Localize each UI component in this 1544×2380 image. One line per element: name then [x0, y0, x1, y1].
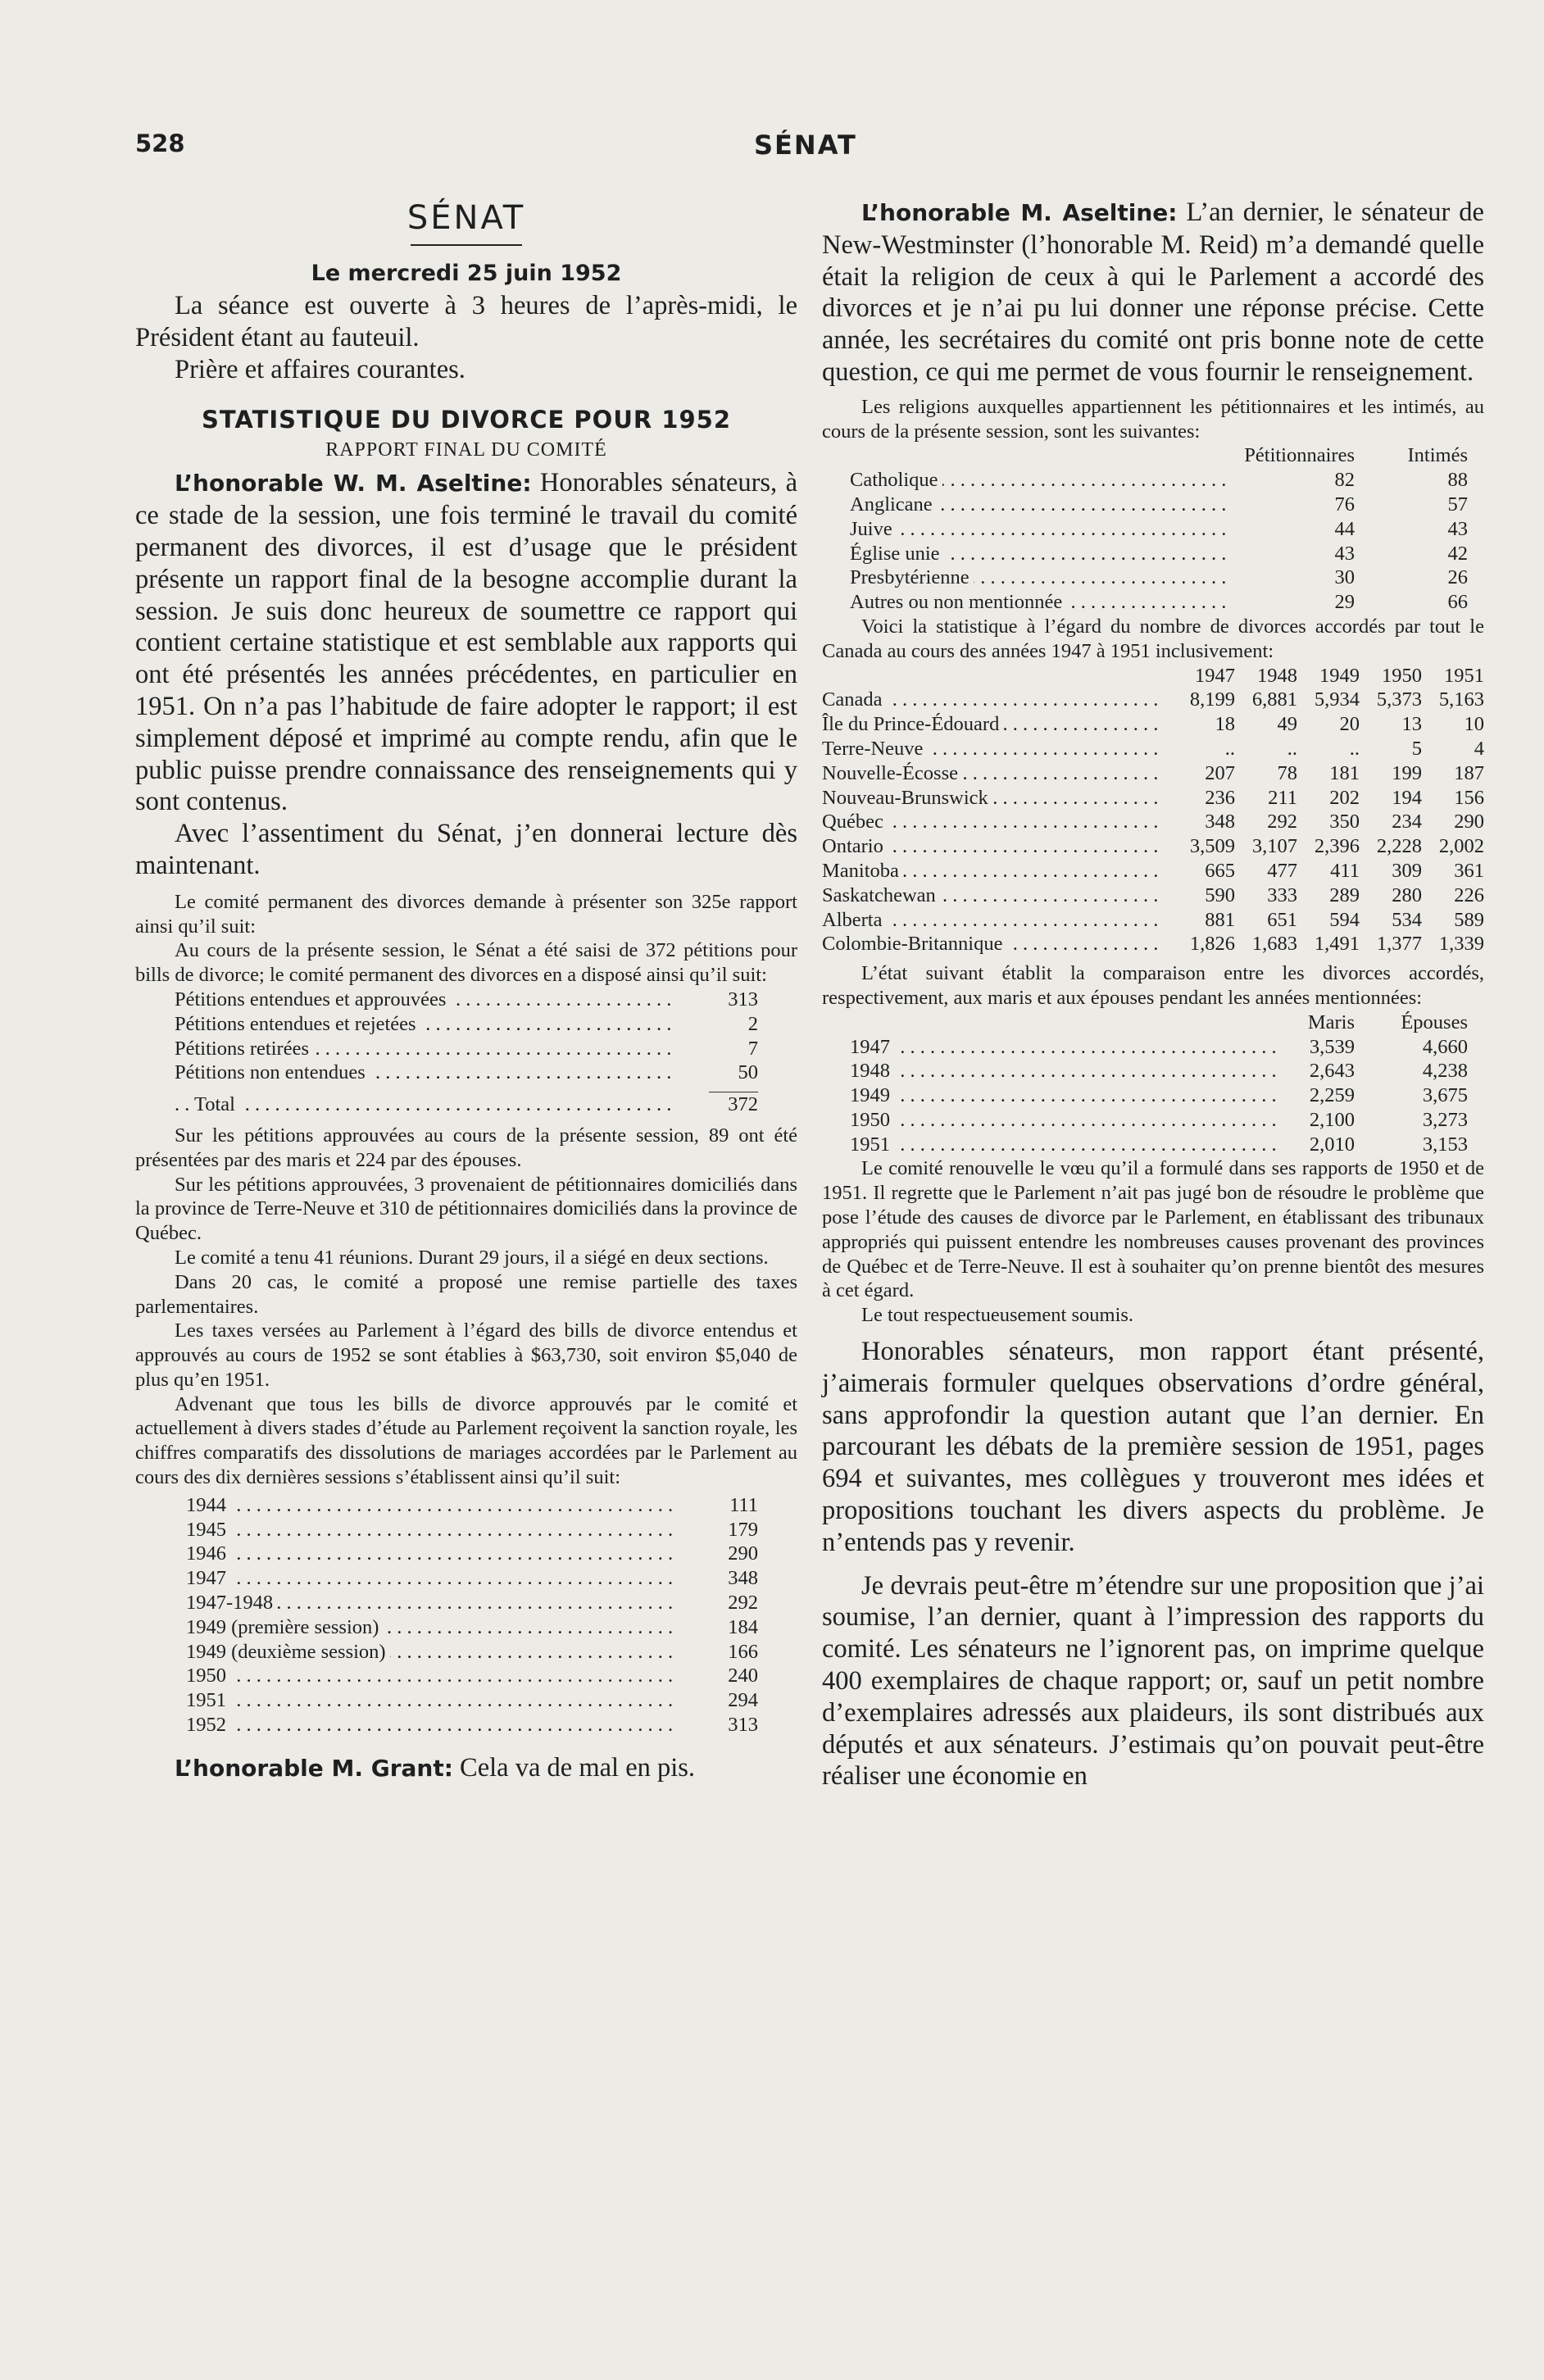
row-value: 292: [728, 1592, 758, 1615]
row-label: 1945: [186, 1519, 230, 1541]
speech-grant: [135, 1752, 797, 1785]
table-row: [186, 1542, 758, 1566]
table-row: [850, 1035, 1468, 1060]
table-row: [850, 1083, 1468, 1108]
row-value: 651: [1267, 908, 1297, 931]
row-value: 348: [1205, 811, 1235, 833]
row-label: Île du Prince-Édouard: [822, 713, 1003, 735]
row-label-cell: [850, 1083, 1281, 1108]
table-row: [822, 737, 1484, 761]
table-row: [186, 1688, 758, 1713]
row-value: 2,259: [1309, 1084, 1355, 1107]
table-row: [186, 1493, 758, 1518]
speech-text: L’an dernier, le sénateur de New-Westminster (l’honorable M. Reid) m’a demandé quelle était la religion de ceux à qui le Parlement a accordé des divorces et je n’ai pu lui donner une réponse précise. Cette année, les secrétaires du comité ont pris bonne note de cette question, ce qui me permet de vous fournir le renseignement.: [822, 198, 1484, 387]
committee-wish: Le comité renouvelle le vœu qu’il a formulé dans ses rapports de 1950 et de 1951. Il regrette que le Parlement n’ait pas jugé bon de résoudre le problème que pose l’étude des causes de divorce par le Parlement, en établissant des tribunaux appropriés qui puissent entendre les nombreuses causes provenant des provinces de Québec et de Terre-Neuve. Il est à souhaiter qu’on prenne bientôt des mesures à cet égard.: [822, 1157, 1484, 1302]
total-value: 372: [728, 1093, 758, 1116]
row-value: 18: [1215, 713, 1235, 736]
table-row: [186, 1640, 758, 1665]
row-label-cell: [822, 786, 1165, 811]
row-value: 8,199: [1189, 688, 1235, 711]
row-value: 3,509: [1189, 835, 1235, 858]
col-header: Intimés: [1407, 444, 1468, 467]
table-row: [822, 712, 1484, 737]
row-value: 166: [728, 1640, 758, 1663]
row-value: 240: [728, 1665, 758, 1687]
row-value: 1,377: [1376, 933, 1422, 956]
row-value: 10: [1464, 713, 1484, 736]
row-label: 1948: [850, 1060, 894, 1082]
row-label: Autres ou non mentionnée: [850, 591, 1066, 613]
table-row: [175, 1012, 758, 1037]
row-label-cell: [822, 737, 1165, 761]
right-column: [822, 197, 1484, 1792]
row-value: 1,491: [1314, 933, 1360, 956]
row-value: 665: [1205, 859, 1235, 882]
row-value: 2,396: [1314, 835, 1360, 858]
row-label: Pétitions non entendues: [175, 1061, 370, 1083]
row-value: 236: [1205, 786, 1235, 809]
row-value: 290: [728, 1542, 758, 1565]
row-label: Nouvelle-Écosse: [822, 762, 962, 784]
row-value: 333: [1267, 883, 1297, 906]
row-value: 5,934: [1314, 688, 1360, 711]
sitting-date: Le mercredi 25 juin 1952: [311, 261, 622, 286]
row-value: 3,153: [1422, 1133, 1468, 1156]
row-label: Canada: [822, 688, 886, 711]
row-label-cell: [850, 517, 1232, 542]
row-value: 78: [1277, 761, 1297, 784]
row-label-cell: [850, 1133, 1281, 1157]
row-value: 6,881: [1251, 688, 1297, 711]
row-value: 2,228: [1376, 835, 1422, 858]
row-value: 43: [1447, 517, 1468, 540]
observations-paragraph: Honorables sénateurs, mon rapport étant présenté, j’aimerais formuler quelques observations d’ordre général, sans approfondir la question autant que l’an dernier. En parcourant les débats de la première session de 1951, pages 694 et suivantes, mes collègues y trouveront mes idées et propositions touchant les divers aspects du problème. Je n’entends pas y revenir.: [822, 1337, 1484, 1557]
row-value: 57: [1447, 493, 1468, 516]
row-value: 44: [1334, 517, 1355, 540]
row-value: 111: [729, 1493, 758, 1516]
row-value: 49: [1277, 713, 1297, 736]
table-row: [186, 1566, 758, 1591]
row-label-cell: [822, 712, 1165, 737]
col-header: 1951: [1444, 664, 1484, 687]
speaker-name: L’honorable W. M. Aseltine:: [175, 470, 532, 497]
row-label-cell: [175, 1012, 676, 1037]
total-label: Total: [194, 1093, 239, 1115]
row-label-cell: [186, 1493, 676, 1518]
row-label-cell: [850, 542, 1232, 566]
row-value: 179: [728, 1518, 758, 1541]
opening-paragraph: La séance est ouverte à 3 heures de l’après-midi, le Président étant au fauteuil.: [135, 291, 797, 352]
row-value: 88: [1447, 469, 1468, 492]
row-label: Alberta: [822, 909, 886, 931]
row-label: 1951: [850, 1133, 894, 1156]
row-value: 534: [1392, 908, 1422, 931]
row-label: 1946: [186, 1542, 230, 1565]
row-value: 82: [1334, 469, 1355, 492]
row-value: 2,100: [1309, 1108, 1355, 1131]
row-value: 881: [1205, 908, 1235, 931]
row-label: 1947: [186, 1567, 230, 1589]
row-label: 1950: [850, 1109, 894, 1131]
provinces-table: [822, 664, 1484, 957]
spouses-table: [850, 1011, 1468, 1157]
row-label: 1949 (deuxième session): [186, 1641, 390, 1663]
divorces-intro: Voici la statistique à l’égard du nombre de divorces accordés par tout le Canada au cours des années 1947 à 1951 inclusivement:: [822, 615, 1484, 662]
row-value: 290: [1454, 811, 1484, 833]
table-header-row: [850, 443, 1468, 468]
table-row: [175, 1061, 758, 1085]
chamber-title: SÉNAT: [406, 199, 526, 237]
speech-aseltine-2: [822, 197, 1484, 388]
row-label: Terre-Neuve: [822, 738, 927, 760]
row-value: 348: [728, 1567, 758, 1590]
table-row: [850, 493, 1468, 517]
report-s8: Advenant que tous les bills de divorce approuvés par le comité et actuellement à divers stades d’étude au Parlement reçoivent la sanction royale, les chiffres comparatifs des dissolutions de mariages accordées par le Parlement au cours des dix dernières sessions s’établissent ainsi qu’il suit:: [135, 1392, 797, 1489]
row-value: 30: [1334, 566, 1355, 589]
report-s3: Sur les pétitions approuvées au cours de la présente session, 89 ont été présentées par des maris et 224 par des épouses.: [135, 1124, 797, 1171]
row-value: 4,660: [1422, 1035, 1468, 1058]
left-column: [135, 197, 797, 1785]
report-s6: Dans 20 cas, le comité a proposé une remise partielle des taxes parlementaires.: [135, 1270, 797, 1318]
row-value: 199: [1392, 761, 1422, 784]
row-label: 1952: [186, 1714, 230, 1736]
row-label: Colombie-Britannique: [822, 933, 1006, 955]
report-s5: Le comité a tenu 41 réunions. Durant 29 jours, il a siégé en deux sections.: [175, 1246, 769, 1269]
row-label-cell: [822, 810, 1165, 834]
row-value: 3,675: [1422, 1084, 1468, 1107]
row-value: 309: [1392, 859, 1422, 882]
page-number: 528: [135, 129, 185, 157]
row-value: 202: [1329, 786, 1360, 809]
table-row: [822, 786, 1484, 811]
report-s4: Sur les pétitions approuvées, 3 provenaient de pétitionnaires domiciliés dans la province de Terre-Neuve et 310 de pétitionnaires domiciliés dans la province de Québec.: [135, 1173, 797, 1245]
row-value: 4,238: [1422, 1060, 1468, 1083]
row-value: 2,010: [1309, 1133, 1355, 1156]
row-label-cell: [850, 1059, 1281, 1083]
row-label-cell: [186, 1615, 676, 1640]
table-row: [822, 883, 1484, 908]
row-label: Saskatchewan: [822, 884, 940, 906]
row-value: 477: [1267, 859, 1297, 882]
row-value: 43: [1334, 542, 1355, 565]
row-label-cell: [850, 468, 1232, 493]
table-header-row: [850, 1011, 1468, 1035]
row-value: 589: [1454, 908, 1484, 931]
row-value: 361: [1454, 859, 1484, 882]
row-label-cell: [186, 1542, 676, 1566]
row-value: 313: [728, 1714, 758, 1737]
row-label: 1950: [186, 1665, 230, 1687]
table-row: [850, 468, 1468, 493]
col-header: 1949: [1319, 664, 1360, 687]
row-value: 1,339: [1438, 933, 1484, 956]
title-rule: [411, 244, 522, 246]
row-label-cell: [822, 761, 1165, 786]
religions-intro: Les religions auxquelles appartiennent les pétitionnaires et les intimés, au cours de la présente session, sont les suivantes:: [822, 395, 1484, 443]
row-value: 411: [1330, 859, 1360, 882]
col-header: 1950: [1382, 664, 1422, 687]
table-row: [850, 1108, 1468, 1133]
row-value: 1,683: [1251, 933, 1297, 956]
row-value: 7: [747, 1037, 758, 1060]
row-label-cell: [822, 834, 1165, 859]
table-row: [850, 590, 1468, 615]
row-label-cell: [850, 1108, 1281, 1133]
row-label: Anglicane: [850, 493, 937, 516]
row-value: 3,107: [1251, 835, 1297, 858]
row-value: 292: [1267, 811, 1297, 833]
table-row: [822, 834, 1484, 859]
row-value: 3,539: [1309, 1035, 1355, 1058]
section-title: STATISTIQUE DU DIVORCE POUR 1952: [201, 406, 732, 434]
table-row: [186, 1664, 758, 1688]
row-value: 2: [747, 1012, 758, 1035]
row-label-cell: [850, 590, 1232, 615]
table-header-row: [822, 664, 1484, 688]
row-label-cell: [822, 688, 1165, 712]
row-label: Église unie: [850, 543, 944, 565]
row-value: 5,163: [1438, 688, 1484, 711]
table-row: [175, 1085, 758, 1092]
row-label: 1949: [850, 1084, 894, 1106]
row-label: 1951: [186, 1689, 230, 1711]
report-intro: Le comité permanent des divorces demande à présenter son 325e rapport ainsi qu’il suit:: [135, 890, 797, 938]
religions-table: [850, 443, 1468, 615]
row-value: 313: [728, 988, 758, 1011]
row-label: 1947: [850, 1036, 894, 1058]
row-label: Pétitions entendues et approuvées: [175, 988, 450, 1011]
row-label: Nouveau-Brunswick: [822, 787, 992, 809]
row-value: 211: [1268, 786, 1297, 809]
row-value: 156: [1454, 786, 1484, 809]
row-value: 29: [1334, 591, 1355, 614]
row-value: 1,826: [1189, 933, 1235, 956]
assent-paragraph: Avec l’assentiment du Sénat, j’en donnerai lecture dès maintenant.: [135, 819, 797, 880]
printing-paragraph: Je devrais peut-être m’étendre sur une proposition que j’ai soumise, l’an dernier, quant à l’impression des rapports du comité. Les sénateurs ne l’ignorent pas, on imprime quelque 400 exemplaires de chaque rapport; or, sauf un petit nombre d’exemplaires adressés aux plaideurs, ils sont distribués aux députés et aux sénateurs. J’estimais qu’on pouvait peut-être réaliser une économie en: [822, 1570, 1484, 1792]
row-label-cell: [186, 1713, 676, 1737]
speaker-name: L’honorable M. Grant:: [175, 1754, 453, 1782]
row-value: 207: [1205, 761, 1235, 784]
row-label-cell: [186, 1518, 676, 1542]
table-row: [175, 1037, 758, 1061]
sessions-table: [186, 1493, 758, 1737]
spouses-intro: L’état suivant établit la comparaison entre les divorces accordés, respectivement, aux maris et aux épouses pendant les années mentionnées:: [822, 962, 1484, 1009]
row-label-cell: [175, 1061, 676, 1085]
table-row: [850, 565, 1468, 590]
row-value: 26: [1447, 566, 1468, 589]
row-label: Juive: [850, 518, 897, 540]
table-row: [822, 859, 1484, 883]
row-label-cell: [175, 1037, 676, 1061]
row-label-cell: [822, 883, 1165, 908]
speech-aseltine-1: [135, 467, 797, 818]
speech-text: Cela va de mal en pis.: [460, 1752, 696, 1783]
row-value: 590: [1205, 883, 1235, 906]
col-header: 1948: [1257, 664, 1297, 687]
row-value: 184: [728, 1615, 758, 1638]
row-value: 50: [738, 1061, 758, 1084]
table-row: [822, 810, 1484, 834]
table-row: [186, 1615, 758, 1640]
row-value: ..: [1349, 737, 1360, 760]
row-value: 13: [1401, 713, 1422, 736]
section-subtitle: RAPPORT FINAL DU COMITÉ: [325, 439, 607, 461]
row-label: Pétitions entendues et rejetées: [175, 1013, 420, 1035]
row-value: 181: [1329, 761, 1360, 784]
row-label-cell: [186, 1640, 676, 1665]
table-row: [175, 988, 758, 1012]
row-value: 187: [1454, 761, 1484, 784]
table-row: [822, 688, 1484, 712]
row-value: 76: [1334, 493, 1355, 516]
col-header: Maris: [1307, 1011, 1355, 1033]
row-label: Ontario: [822, 835, 888, 857]
row-value: 280: [1392, 883, 1422, 906]
row-label: 1947-1948: [186, 1592, 277, 1614]
row-value: 20: [1339, 713, 1360, 736]
row-value: 5: [1411, 737, 1422, 760]
page-header: [135, 129, 1483, 162]
total-row: [175, 1092, 758, 1117]
row-label: Québec: [822, 811, 888, 833]
petitions-table: [175, 988, 758, 1117]
row-label-cell: [186, 1566, 676, 1591]
table-row: [822, 761, 1484, 786]
col-header: Pétitionnaires: [1244, 444, 1355, 467]
row-value: ..: [1287, 737, 1297, 760]
report-petitions-intro: Au cours de la présente session, le Sénat a été saisi de 372 pétitions pour bills de divorce; le comité permanent des divorces en a disposé ainsi qu’il suit:: [135, 939, 797, 987]
col-header: 1947: [1195, 664, 1235, 687]
table-row: [850, 517, 1468, 542]
table-row: [850, 1059, 1468, 1083]
row-label-cell: [822, 859, 1165, 883]
table-row: [850, 1133, 1468, 1157]
row-label: Pétitions retirées: [175, 1038, 313, 1060]
row-value: 194: [1392, 786, 1422, 809]
row-label: Manitoba: [822, 860, 903, 882]
row-value: 2,643: [1309, 1060, 1355, 1083]
row-value: 226: [1454, 883, 1484, 906]
row-label-cell: [822, 932, 1165, 956]
row-value: 4: [1474, 737, 1484, 760]
row-value: 5,373: [1376, 688, 1422, 711]
row-value: 350: [1329, 811, 1360, 833]
row-label-cell: [186, 1591, 676, 1615]
row-value: 594: [1329, 908, 1360, 931]
report-s7: Les taxes versées au Parlement à l’égard des bills de divorce entendus et approuvés au cours de 1952 se sont établies à $63,730, soit environ $5,040 de plus qu’en 1951.: [135, 1319, 797, 1391]
running-title: SÉNAT: [754, 129, 857, 161]
table-row: [186, 1591, 758, 1615]
row-value: 66: [1447, 591, 1468, 614]
respectfully-submitted: Le tout respectueusement soumis.: [861, 1304, 1134, 1327]
row-label-cell: [822, 908, 1165, 933]
row-value: 234: [1392, 811, 1422, 833]
table-row: [186, 1713, 758, 1737]
table-row: [822, 932, 1484, 956]
table-row: [822, 908, 1484, 933]
row-value: 294: [728, 1689, 758, 1712]
row-value: 3,273: [1422, 1108, 1468, 1131]
col-header: Épouses: [1401, 1011, 1468, 1033]
row-label-cell: [850, 565, 1232, 590]
row-value: 2,002: [1438, 835, 1484, 858]
row-label: 1944: [186, 1494, 230, 1516]
row-value: 42: [1447, 542, 1468, 565]
table-row: [186, 1518, 758, 1542]
row-label: 1949 (première session): [186, 1616, 383, 1638]
row-value: ..: [1224, 737, 1235, 760]
table-row: [850, 542, 1468, 566]
row-label: Presbytérienne: [850, 566, 974, 588]
speaker-name: L’honorable M. Aseltine:: [861, 199, 1178, 226]
row-value: 289: [1329, 883, 1360, 906]
row-label-cell: [850, 1035, 1281, 1060]
row-label: Catholique: [850, 469, 942, 491]
row-label-cell: [186, 1664, 676, 1688]
prayers-paragraph: Prière et affaires courantes.: [175, 354, 465, 384]
row-label-cell: [186, 1688, 676, 1713]
row-label-cell: [850, 493, 1232, 517]
row-label-cell: [175, 988, 676, 1012]
speech-text: Honorables sénateurs, à ce stade de la session, une fois terminé le travail du comité permanent des divorces, il est d’usage que le président présente un rapport final de la besogne accomplie durant la session. Je suis donc heureux de soumettre ce rapport qui contient certaine statistique et est semblable aux rapports qui ont été présentés les années précédentes, en particulier en 1951. On n’a pas l’habitude de faire adopter le rapport; il est simplement déposé et imprimé au compte rendu, afin que le public puisse prendre connaissance des renseignements qui y sont contenus.: [135, 468, 797, 817]
